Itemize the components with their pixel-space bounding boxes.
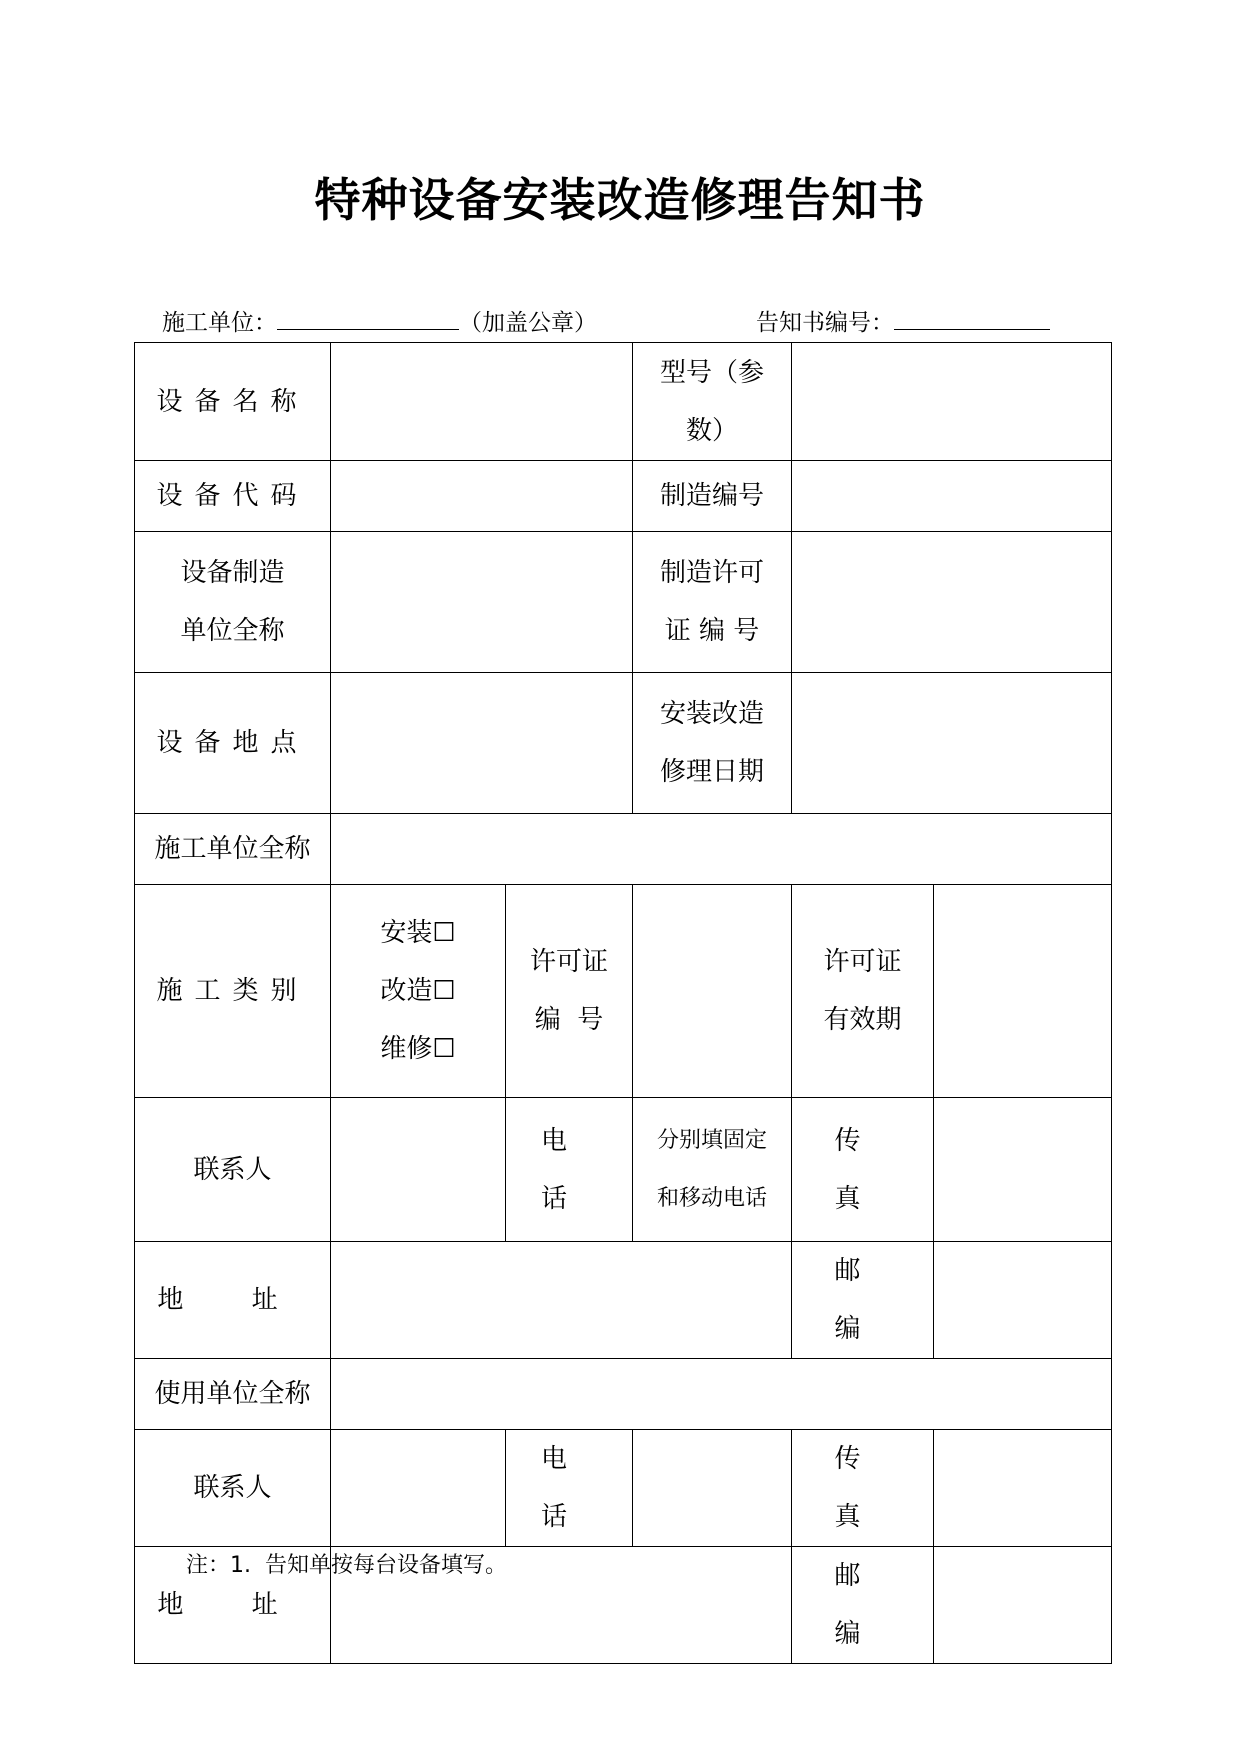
form-row-name	[135, 343, 1112, 461]
license-label-line1: 制造许可	[659, 558, 764, 588]
form-row-address	[135, 1242, 1112, 1359]
option-install[interactable]: 安装☐	[380, 918, 456, 948]
user-full-label: 使用单位全称	[135, 1359, 331, 1430]
address-field[interactable]	[331, 1242, 792, 1359]
user-phone-label: 电 话	[506, 1430, 633, 1547]
permit-field[interactable]	[633, 885, 792, 1098]
date-label-line2: 修理日期	[659, 757, 764, 787]
model-label	[633, 343, 792, 461]
date-label	[633, 673, 792, 814]
phone-field[interactable]	[633, 1098, 792, 1242]
phone-hint-line2: 和移动电话	[656, 1185, 767, 1211]
validity-field[interactable]	[934, 885, 1112, 1098]
maker-label-line2: 单位全称	[180, 616, 285, 646]
equipment-code-label: 设备代码	[135, 461, 331, 532]
license-label	[633, 532, 792, 673]
equipment-name-field[interactable]	[331, 343, 633, 461]
postcode-field[interactable]	[934, 1242, 1112, 1359]
license-field[interactable]	[792, 532, 1112, 673]
option-repair[interactable]: 维修☐	[380, 1034, 456, 1064]
form-row-contractor	[135, 814, 1112, 885]
form-row-worktype	[135, 885, 1112, 1098]
model-field[interactable]	[792, 343, 1112, 461]
notice-number-blank[interactable]	[894, 309, 1050, 330]
form-row-maker	[135, 532, 1112, 673]
license-label-line2: 证 编 号	[664, 616, 760, 646]
manufacture-no-label: 制造编号	[633, 461, 792, 532]
equipment-code-field[interactable]	[331, 461, 633, 532]
phone-hint-line1: 分别填固定	[656, 1127, 767, 1153]
fax-label: 传 真	[792, 1098, 934, 1242]
user-full-field[interactable]	[331, 1359, 1112, 1430]
date-label-line1: 安装改造	[659, 699, 764, 729]
phone-label: 电 话	[506, 1098, 633, 1242]
contractor-full-label: 施工单位全称	[135, 814, 331, 885]
contractor-header	[162, 304, 597, 337]
maker-field[interactable]	[331, 532, 633, 673]
form-row-contact	[135, 1098, 1112, 1242]
contact-field[interactable]	[331, 1098, 506, 1242]
model-label-line2: 数）	[685, 415, 738, 446]
validity-label-line2: 有效期	[823, 1005, 902, 1035]
address-label: 地 址	[135, 1242, 331, 1359]
permit-label-line2: 编 号	[534, 1005, 604, 1035]
page-title: 特种设备安装改造修理告知书	[314, 173, 926, 227]
user-fax-label: 传 真	[792, 1430, 934, 1547]
contact-label: 联系人	[135, 1098, 331, 1242]
validity-label	[792, 885, 934, 1098]
work-type-options	[331, 885, 506, 1098]
user-postcode-field[interactable]	[934, 1547, 1112, 1664]
permit-label	[506, 885, 633, 1098]
work-type-label: 施工类别	[135, 885, 331, 1098]
notice-number-label: 告知书编号：	[756, 310, 894, 336]
form-row-location	[135, 673, 1112, 814]
user-address-label: 地 址	[135, 1547, 331, 1664]
postcode-label: 邮 编	[792, 1242, 934, 1359]
form-row-user-contact	[135, 1430, 1112, 1547]
maker-label-line1: 设备制造	[180, 558, 285, 588]
user-contact-field[interactable]	[331, 1430, 506, 1547]
option-modify[interactable]: 改造☐	[380, 976, 456, 1006]
location-label: 设备地点	[135, 673, 331, 814]
manufacture-no-field[interactable]	[792, 461, 1112, 532]
seal-note: （加盖公章）	[459, 310, 597, 336]
model-label-line1: 型号（参	[659, 357, 764, 388]
equipment-name-label: 设备名称	[135, 343, 331, 461]
contractor-blank[interactable]	[277, 309, 459, 330]
validity-label-line1: 许可证	[823, 947, 902, 977]
form-row-code	[135, 461, 1112, 532]
contractor-label: 施工单位：	[162, 310, 277, 336]
form-row-user	[135, 1359, 1112, 1430]
contractor-full-field[interactable]	[331, 814, 1112, 885]
footnote: 注：1. 告知单按每台设备填写。	[186, 1553, 507, 1578]
user-phone-field[interactable]	[633, 1430, 792, 1547]
notice-number-header	[756, 304, 1050, 337]
user-fax-field[interactable]	[934, 1430, 1112, 1547]
permit-label-line1: 许可证	[529, 947, 608, 977]
user-contact-label: 联系人	[135, 1430, 331, 1547]
user-postcode-label: 邮 编	[792, 1547, 934, 1664]
date-field[interactable]	[792, 673, 1112, 814]
maker-label	[135, 532, 331, 673]
notice-form-table	[134, 342, 1112, 1664]
location-field[interactable]	[331, 673, 633, 814]
fax-field[interactable]	[934, 1098, 1112, 1242]
